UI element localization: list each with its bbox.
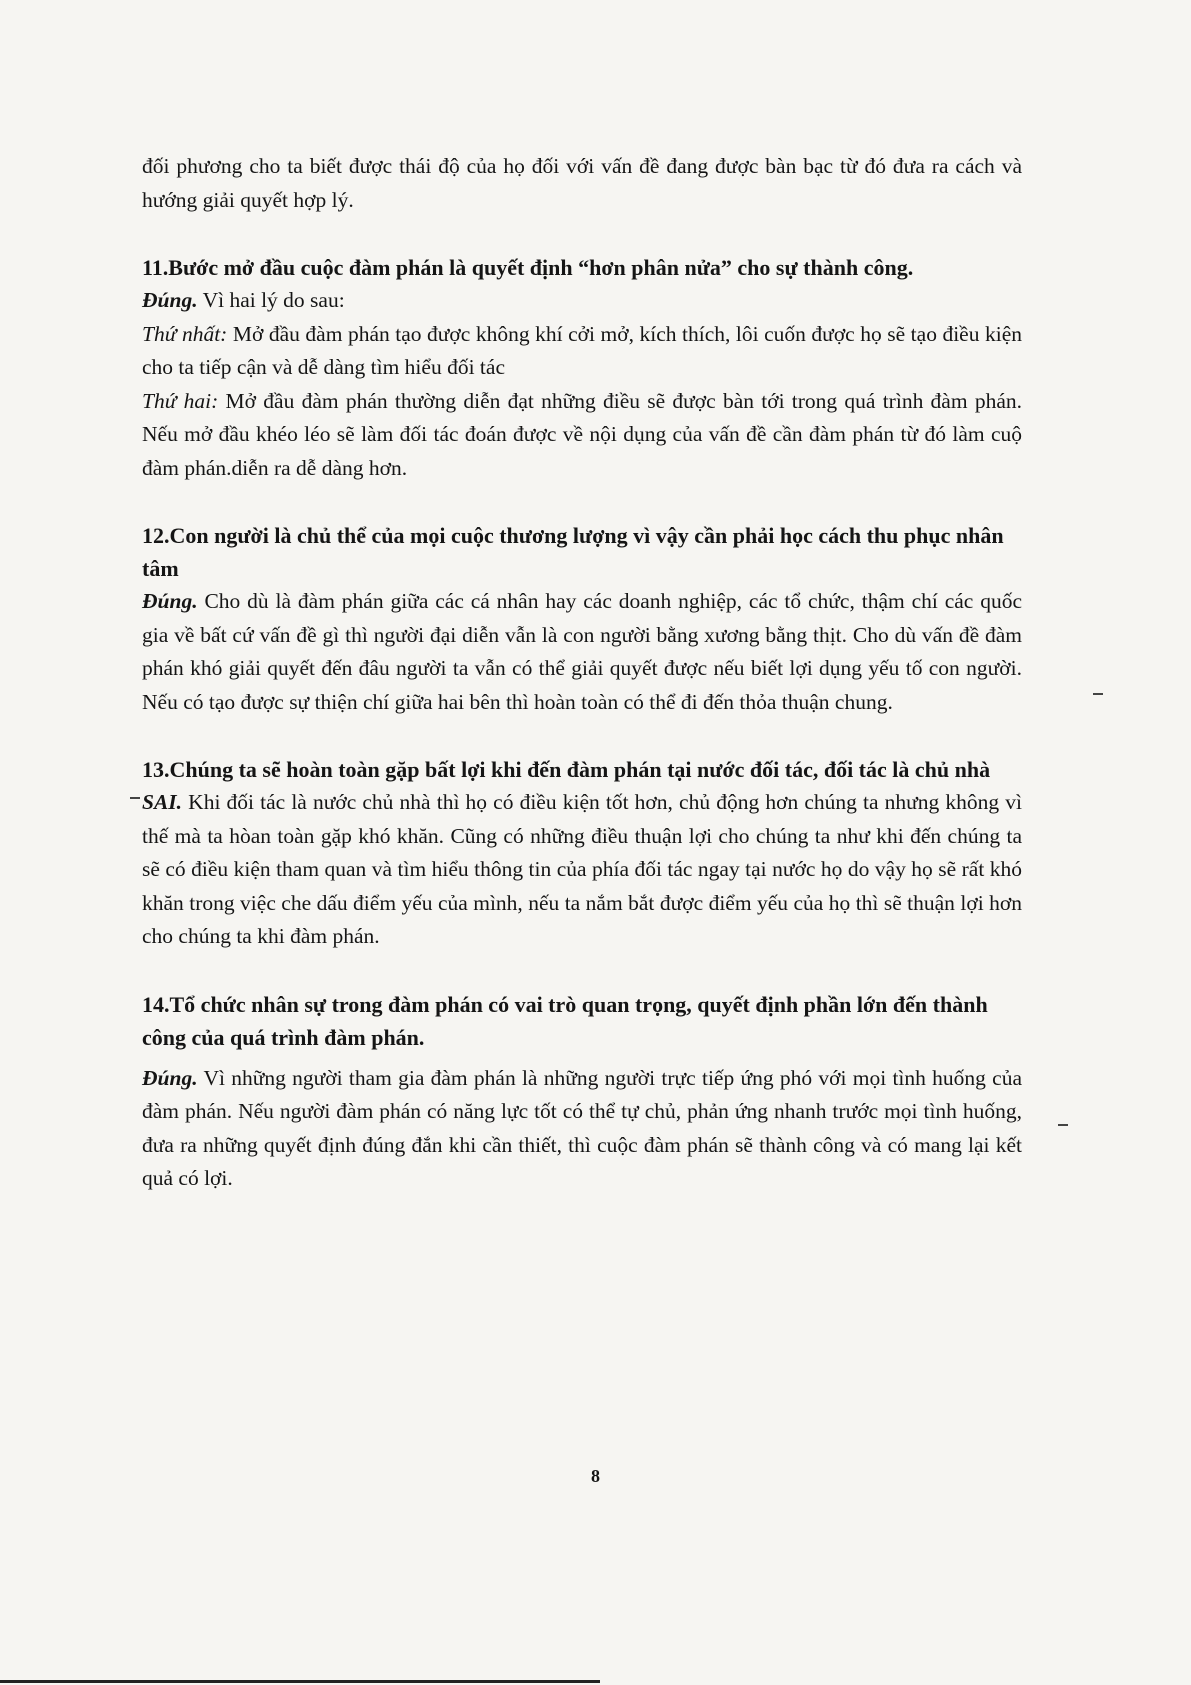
point-lead: Thứ hai: bbox=[142, 388, 219, 413]
verdict-label: Đúng. bbox=[142, 589, 198, 613]
section-answer bbox=[142, 585, 1022, 719]
page-number: 8 bbox=[591, 1466, 600, 1486]
scan-mark bbox=[1093, 693, 1103, 695]
section-11 bbox=[142, 251, 1022, 485]
scan-mark bbox=[1058, 1124, 1068, 1126]
section-answer bbox=[142, 284, 1022, 318]
answer-text: Vì hai lý do sau: bbox=[197, 288, 345, 312]
page-content bbox=[142, 150, 1022, 1196]
section-12 bbox=[142, 519, 1022, 719]
section-13 bbox=[142, 753, 1022, 954]
point-paragraph bbox=[142, 385, 1022, 486]
section-answer bbox=[142, 786, 1022, 954]
verdict-label: SAI. bbox=[142, 790, 183, 814]
intro-paragraph: đối phương cho ta biết được thái độ của họ đối với vấn đề đang được bàn bạc từ đó đưa ra cách và hướng giải quyết hợp lý. bbox=[142, 154, 1022, 212]
section-title: 13.Chúng ta sẽ hoàn toàn gặp bất lợi khi đến đàm phán tại nước đối tác, đối tác là chủ nhà bbox=[142, 757, 991, 782]
section-title: 14.Tổ chức nhân sự trong đàm phán có vai trò quan trọng, quyết định phần lớn đến thành công của quá trình đàm phán. bbox=[142, 991, 988, 1050]
point-text: Mở đầu đàm phán thường diễn đạt những điều sẽ được bàn tới trong quá trình đàm phán. Nếu mở đầu khéo léo sẽ làm đối tác đoán được về nội dụng của vấn đề cần đàm phán từ đó làm cuộ đàm phán.diễn ra dễ dàng hơn. bbox=[142, 388, 1022, 480]
scan-edge-line bbox=[0, 1680, 600, 1683]
point-paragraph bbox=[142, 318, 1022, 385]
section-14 bbox=[142, 988, 1022, 1196]
scan-mark bbox=[130, 797, 140, 799]
section-title: 12.Con người là chủ thể của mọi cuộc thương lượng vì vậy cần phải học cách thu phục nhân tâm bbox=[142, 523, 1004, 581]
verdict-label: Đúng. bbox=[142, 1065, 198, 1090]
answer-text: Khi đối tác là nước chủ nhà thì họ có điều kiện tốt hơn, chủ động hơn chúng ta nhưng không vì thế mà ta hòan toàn gặp khó khăn. Cũng có những điều thuận lợi cho chúng ta như khi đến chúng ta sẽ có điều kiện tham quan và tìm hiểu thông tin của phía đối tác ngay tại nước họ do vậy họ sẽ rất khó khăn trong việc che dấu điểm yếu của mình, nếu ta nắm bắt được điểm yếu của họ thì sẽ thuận lợi hơn cho chúng ta khi đàm phán. bbox=[142, 790, 1022, 948]
verdict-label: Đúng. bbox=[142, 288, 198, 312]
point-text: Mở đầu đàm phán tạo được không khí cởi mở, kích thích, lôi cuốn được họ sẽ tạo điều kiện cho ta tiếp cận và dễ dàng tìm hiểu đối tác bbox=[142, 321, 1023, 379]
point-lead: Thứ nhất: bbox=[142, 321, 228, 346]
section-answer bbox=[142, 1062, 1022, 1196]
section-title: 11.Bước mở đầu cuộc đàm phán là quyết định “hơn phân nửa” cho sự thành công. bbox=[142, 255, 914, 280]
answer-text: Cho dù là đàm phán giữa các cá nhân hay các doanh nghiệp, các tổ chức, thậm chí các quốc gia về bất cứ vấn đề gì thì người đại diễn vẫn là con người bằng xương bằng thịt. Cho dù vấn đề đàm phán khó giải quyết đến đâu người ta vẫn có thể giải quyết được nếu biết lợi dụng yếu tố con người. Nếu có tạo được sự thiện chí giữa hai bên thì hoàn toàn có thể đi đến thỏa thuận chung. bbox=[142, 589, 1022, 714]
answer-text: Vì những người tham gia đàm phán là những người trực tiếp ứng phó với mọi tình huống của đàm phán. Nếu người đàm phán có năng lực tốt có thể tự chủ, phản ứng nhanh trước mọi tình huống, đưa ra những quyết định đúng đắn khi cần thiết, thì cuộc đàm phán sẽ thành công và có mang lại kết quả có lợi. bbox=[142, 1065, 1022, 1190]
